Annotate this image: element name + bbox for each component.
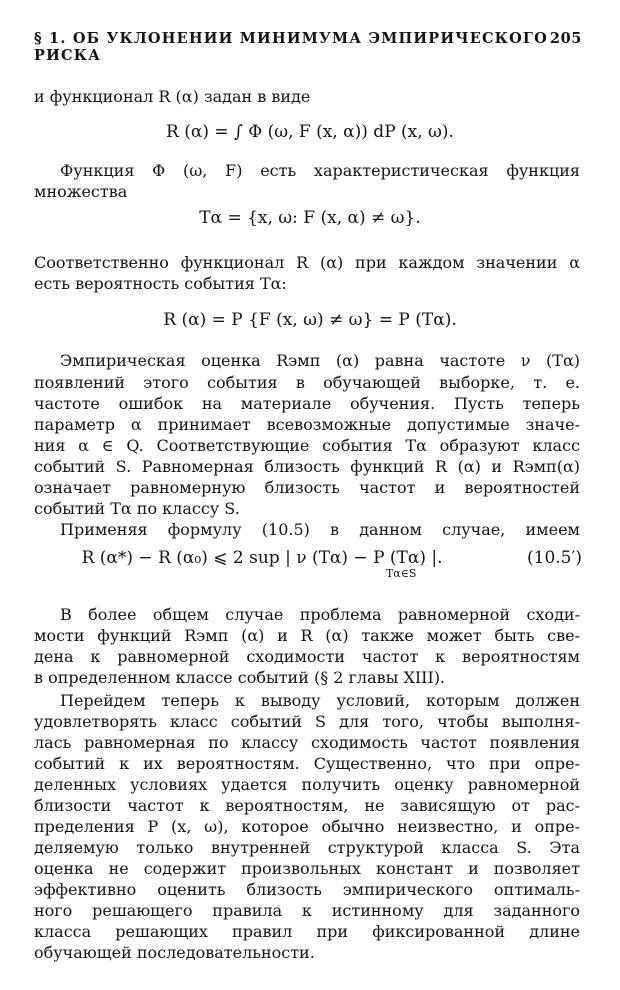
text-line: событий S. Равномерная близость функций R (α) и Rэмп(α) (34, 457, 580, 476)
text-line: дена к равномерной сходимости частот к вероятностям (34, 647, 580, 666)
sup-subscript: Tα∈S (385, 567, 417, 580)
text-line: событий к их вероятностям. Существенно, что при опре- (34, 754, 580, 773)
text-line: событий Tα по классу S. (34, 499, 240, 518)
text-line: в определенном классе событий (§ 2 главы XIII). (34, 668, 446, 687)
formula-probability: R (α) = P {F (x, ω) ≠ ω} = P (Tα). (163, 310, 457, 330)
text-line: оценка не содержит произвольных констант и позволяет (34, 859, 580, 878)
formula-functional: R (α) = ∫ Φ (ω, F (x, α)) dP (x, ω). (166, 122, 454, 142)
text-line: означает равномерную близость частот и вероятностей (34, 478, 580, 497)
text-line: есть вероятность события Tα: (34, 274, 287, 293)
text-line: частоте ошибок на материале обучения. Пусть теперь (34, 394, 580, 413)
formula-inequality-body: R (α*) − R (α₀) ⩽ 2 sup | ν (Tα) − P (Tα) |. (81, 548, 443, 568)
text-line: Применяя формулу (10.5) в данном случае, имеем (60, 520, 580, 539)
text-line: мости функций Rэмп (α) и R (α) также может быть све- (34, 626, 580, 645)
text-line: пределения P (x, ω), которое обычно неизвестно, и опре- (34, 817, 580, 836)
text-line: параметр α принимает всевозможные допустимые значе- (34, 415, 580, 434)
text-line: класса решающих правил при фиксированной длине (34, 922, 580, 941)
text-line: деляемую только внутренней структурой класса S. Эта (34, 838, 580, 857)
text-line: Соответственно функционал R (α) при каждом значении α (34, 253, 580, 272)
equation-number: (10.5′) (527, 548, 582, 568)
text-line: Перейдем теперь к выводу условий, которым должен (60, 691, 580, 710)
formula-set: Tα = {x, ω: F (x, α) ≠ ω}. (199, 208, 421, 228)
text-line: Эмпирическая оценка Rэмп (α) равна частоте ν (Tα) (60, 351, 580, 370)
text-line: Функция Φ (ω, F) есть характеристическая функция (60, 161, 580, 180)
text-line: близости частот к вероятностям, не зависящую от рас- (34, 796, 580, 815)
running-header (34, 30, 582, 64)
text-line: лась равномерная по классу сходимость частот появления (34, 733, 580, 752)
text-line: эффективно оценить близость эмпирического оптималь- (34, 880, 580, 899)
text-line: ния α ∈ Q. Соответствующие события Tα образуют класс (34, 436, 580, 455)
text-line: деленных условиях удается получить оценку равномерной (34, 775, 580, 794)
text-line: ного решающего правила к истинному для заданного (34, 901, 580, 920)
text-line: В более общем случае проблема равномерной сходи- (60, 605, 580, 624)
text-line: и функционал R (α) задан в виде (34, 87, 311, 106)
text-line: обучающей последовательности. (34, 943, 315, 962)
text-line: удовлетворять класс событий S для того, чтобы выполня- (34, 712, 580, 731)
text-line: появлений этого события в обучающей выборке, т. е. (34, 373, 580, 392)
text-line: множества (34, 182, 128, 201)
section-title: § 1. ОБ УКЛОНЕНИИ МИНИМУМА ЭМПИРИЧЕСКОГО РИСКА (34, 30, 548, 64)
page-number: 205 (549, 30, 582, 47)
